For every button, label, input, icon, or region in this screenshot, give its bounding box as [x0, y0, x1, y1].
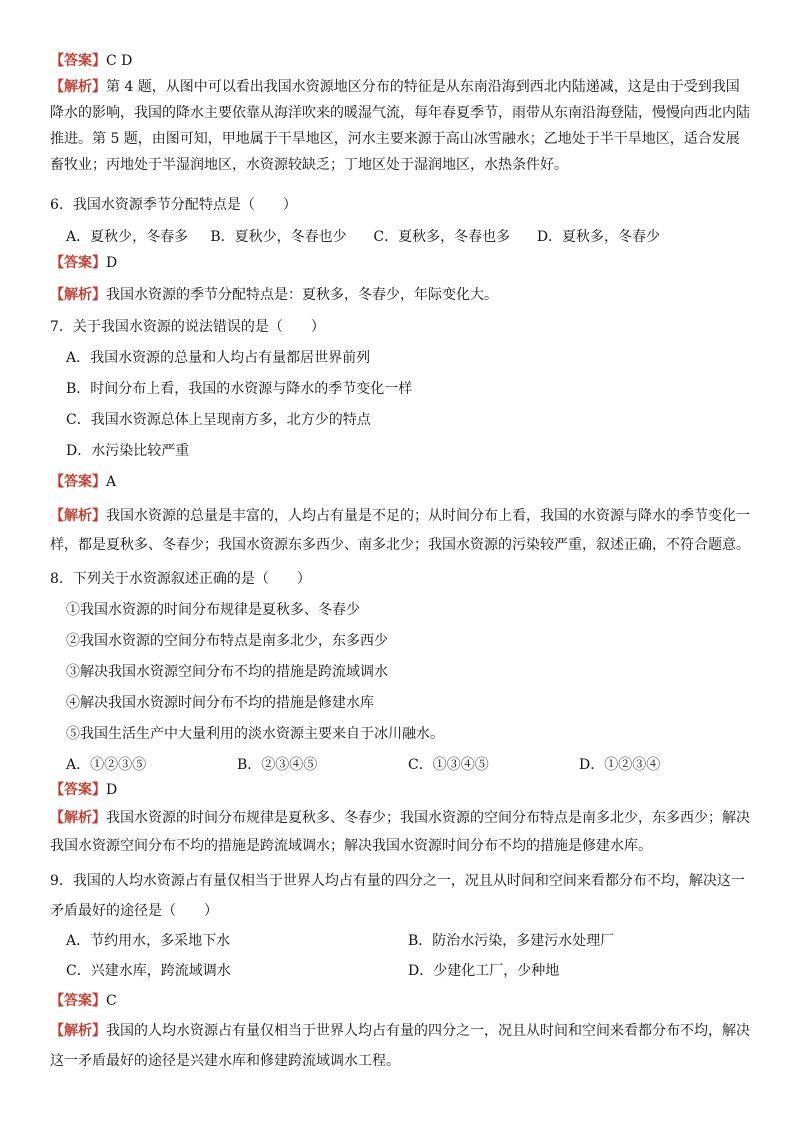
answer-tag: 【答案】 — [50, 474, 106, 490]
q7-analysis — [50, 502, 750, 560]
answer-line — [50, 467, 750, 498]
answer-line — [50, 776, 750, 804]
analysis-tag: 【解析】 — [50, 79, 106, 95]
analysis-paragraph — [50, 74, 750, 178]
option-a: A．①②③⑤ — [66, 757, 147, 773]
answer-tag: 【答案】 — [50, 782, 106, 798]
question-6 — [50, 192, 750, 308]
analysis-paragraph — [50, 282, 750, 308]
question-stem: 6．我国水资源季节分配特点是（ ） — [50, 197, 297, 213]
analysis-tag: 【解析】 — [50, 1023, 106, 1039]
answer-tag: 【答案】 — [50, 993, 106, 1009]
question-stem: 7．关于我国水资源的说法错误的是（ ） — [50, 319, 325, 335]
statement-3: ③解决我国水资源空间分布不均的措施是跨流域调水 — [66, 664, 388, 680]
answer-line — [50, 48, 750, 74]
analysis-tag: 【解析】 — [50, 287, 106, 303]
option-c: C．我国水资源总体上呈现南方多，北方少的特点 — [66, 412, 371, 428]
analysis-paragraph — [50, 502, 750, 560]
statement-2: ②我国水资源的空间分布特点是南多北少，东多西少 — [66, 633, 388, 649]
option-d: D．夏秋多，冬春少 — [536, 229, 661, 245]
answer-value: C D — [106, 53, 133, 69]
statement-5: ⑤我国生活生产中大量利用的淡水资源主要来自于冰川融水。 — [66, 726, 444, 742]
question-stem: 9．我国的人均水资源占有量仅相当于世界人均占有量的四分之一，况且从时间和空间来看都分布不均，解决这一矛盾最好的途径是（ ） — [50, 873, 745, 919]
analysis-text: 我国的人均水资源占有量仅相当于世界人均占有量的四分之一，况且从时间和空间来看都分布不均，解决这一矛盾最好的途径是兴建水库和修建跨流域调水工程。 — [50, 1023, 750, 1069]
question-stem: 8．下列关于水资源叙述正确的是（ ） — [50, 571, 311, 587]
answer-value: A — [106, 474, 117, 490]
analysis-text: 第 4 题，从图中可以看出我国水资源地区分布的特征是从东南沿海到西北内陆递减，这是由于受到我国降水的影响，我国的降水主要依靠从海洋吹来的暖湿气流，每年春夏季节，雨带从东南沿海登陆，慢慢向西北内陆推进。第 5 题，由图可知，甲地属于干旱地区，河水主要来源于高山冰雪融水；乙地处于半干旱地区，适合发展畜牧业；丙地处于半湿润地区，水资源较缺乏；丁地区处于湿润地区，水热条件好。 — [50, 79, 750, 173]
analysis-text: 我国水资源的季节分配特点是：夏秋多，冬春少，年际变化大。 — [106, 287, 498, 303]
analysis-paragraph — [50, 804, 750, 860]
analysis-tag: 【解析】 — [50, 508, 106, 524]
answer-tag: 【答案】 — [50, 255, 106, 271]
analysis-paragraph — [50, 1016, 750, 1076]
option-b: B．防治水污染，多建污水处理厂 — [408, 933, 615, 949]
option-c: C．夏秋多，冬春也多 — [373, 229, 511, 245]
options-row-1 — [50, 926, 750, 956]
analysis-text: 我国水资源的时间分布规律是夏秋多、冬春少；我国水资源的空间分布特点是南多北少，东多西少；解决我国水资源空间分布不均的措施是跨流域调水；解决我国水资源时间分布不均的措施是修建水库。 — [50, 810, 750, 854]
statement-1: ①我国水资源的时间分布规律是夏秋多、冬春少 — [66, 602, 360, 618]
answer-value: C — [106, 993, 117, 1009]
answer-value: D — [106, 255, 118, 271]
answer-line — [50, 250, 750, 276]
statement-4: ④解决我国水资源时间分布不均的措施是修建水库 — [66, 695, 374, 711]
analysis-tag: 【解析】 — [50, 810, 106, 826]
option-b: B．夏秋少，冬春也少 — [210, 229, 347, 245]
option-d: D．水污染比较严重 — [66, 443, 190, 459]
option-a: A．我国水资源的总量和人均占有量都居世界前列 — [66, 350, 371, 366]
option-a: A．节约用水，多采地下水 — [66, 933, 231, 949]
q8-answer-block — [50, 776, 750, 860]
answer-tag: 【答案】 — [50, 53, 106, 69]
question-7 — [50, 312, 750, 498]
answer-line — [50, 986, 750, 1016]
question-9 — [50, 866, 750, 1076]
question-8 — [50, 564, 750, 781]
option-d: D．①②③④ — [579, 757, 661, 773]
option-b: B．时间分布上看，我国的水资源与降水的季节变化一样 — [66, 381, 413, 397]
analysis-text: 我国水资源的总量是丰富的，人均占有量是不足的；从时间分布上看，我国的水资源与降水的季节变化一样，都是夏秋多、冬春少；我国水资源东多西少、南多北少；我国水资源的污染较严重，叙述正确，不符合题意。 — [50, 508, 750, 553]
answer-value: D — [106, 782, 118, 798]
option-c: C．兴建水库，跨流域调水 — [66, 963, 231, 979]
option-b: B．②③④⑤ — [237, 757, 318, 773]
option-a: A．夏秋少，冬春多 — [66, 229, 189, 245]
q45-answer-block — [50, 48, 750, 178]
options-row-2 — [50, 956, 750, 986]
option-c: C．①③④⑤ — [408, 757, 489, 773]
option-d: D．少建化工厂，少种地 — [408, 963, 560, 979]
options-row — [50, 224, 750, 250]
